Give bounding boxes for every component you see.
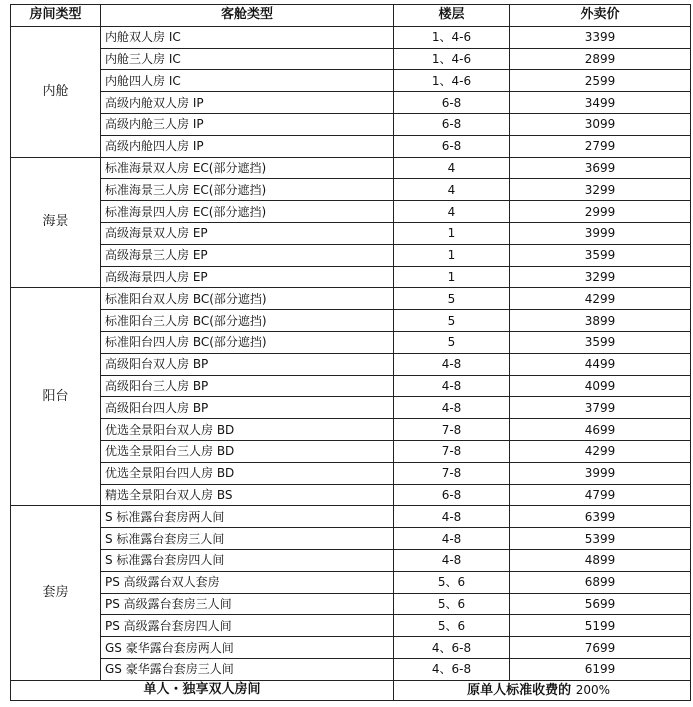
floor-cell: 7-8 — [394, 462, 510, 484]
price-cell: 4899 — [510, 549, 691, 571]
cabin-type-cell: 标准海景四人房 EC(部分遮挡) — [101, 201, 394, 223]
cabin-type-cell: 高级海景四人房 EP — [101, 266, 394, 288]
table-row — [11, 440, 691, 462]
floor-cell: 4、6-8 — [394, 658, 510, 680]
floor-cell: 7-8 — [394, 419, 510, 441]
price-cell: 3399 — [510, 26, 691, 48]
floor-cell: 5、6 — [394, 593, 510, 615]
table-row — [11, 593, 691, 615]
cabin-type-cell: S 标准露台套房四人间 — [101, 549, 394, 571]
floor-cell: 1、4-6 — [394, 70, 510, 92]
floor-cell: 5 — [394, 288, 510, 310]
header-price: 外卖价 — [510, 5, 691, 27]
floor-cell: 1 — [394, 222, 510, 244]
cabin-type-cell: 高级内舱四人房 IP — [101, 135, 394, 157]
cabin-type-cell: S 标准露台套房两人间 — [101, 506, 394, 528]
table-row — [11, 637, 691, 659]
footer-surcharge — [394, 680, 691, 700]
header-floor: 楼层 — [394, 5, 510, 27]
table-row — [11, 353, 691, 375]
room-category-cell: 套房 — [11, 506, 101, 680]
price-cell: 5699 — [510, 593, 691, 615]
price-cell: 3499 — [510, 92, 691, 114]
cabin-type-cell: 标准阳台双人房 BC(部分遮挡) — [101, 288, 394, 310]
price-cell: 4299 — [510, 288, 691, 310]
cabin-type-cell: 标准海景双人房 EC(部分遮挡) — [101, 157, 394, 179]
floor-cell: 4 — [394, 201, 510, 223]
table-row — [11, 135, 691, 157]
cabin-type-cell: S 标准露台套房三人间 — [101, 528, 394, 550]
table-row — [11, 484, 691, 506]
price-cell: 3999 — [510, 462, 691, 484]
table-row — [11, 288, 691, 310]
price-cell: 3899 — [510, 310, 691, 332]
cabin-type-cell: 标准阳台三人房 BC(部分遮挡) — [101, 310, 394, 332]
floor-cell: 7-8 — [394, 440, 510, 462]
room-category-cell: 阳台 — [11, 288, 101, 506]
table-row — [11, 48, 691, 70]
price-cell: 4299 — [510, 440, 691, 462]
price-cell: 4099 — [510, 375, 691, 397]
table-row — [11, 462, 691, 484]
price-cell: 3099 — [510, 113, 691, 135]
price-cell: 3299 — [510, 266, 691, 288]
table-row — [11, 331, 691, 353]
price-cell: 5399 — [510, 528, 691, 550]
price-cell: 7699 — [510, 637, 691, 659]
price-cell: 6899 — [510, 571, 691, 593]
footer-row — [11, 680, 691, 700]
cabin-type-cell: 内舱双人房 IC — [101, 26, 394, 48]
table-row — [11, 92, 691, 114]
floor-cell: 4-8 — [394, 549, 510, 571]
cabin-pricing-table — [10, 4, 691, 701]
price-cell: 3699 — [510, 157, 691, 179]
cabin-type-cell: 高级海景双人房 EP — [101, 222, 394, 244]
cabin-type-cell: 标准海景三人房 EC(部分遮挡) — [101, 179, 394, 201]
table-row — [11, 157, 691, 179]
cabin-type-cell: 高级阳台双人房 BP — [101, 353, 394, 375]
floor-cell: 4-8 — [394, 397, 510, 419]
floor-cell: 5、6 — [394, 615, 510, 637]
table-row — [11, 222, 691, 244]
floor-cell: 4-8 — [394, 353, 510, 375]
floor-cell: 1 — [394, 244, 510, 266]
price-cell: 3299 — [510, 179, 691, 201]
floor-cell: 4 — [394, 157, 510, 179]
floor-cell: 6-8 — [394, 113, 510, 135]
floor-cell: 6-8 — [394, 92, 510, 114]
floor-cell: 6-8 — [394, 135, 510, 157]
cabin-type-cell: 内舱三人房 IC — [101, 48, 394, 70]
price-cell: 6399 — [510, 506, 691, 528]
cabin-type-cell: 高级阳台四人房 BP — [101, 397, 394, 419]
floor-cell: 5 — [394, 310, 510, 332]
floor-cell: 5 — [394, 331, 510, 353]
floor-cell: 4-8 — [394, 528, 510, 550]
table-row — [11, 375, 691, 397]
table-row — [11, 113, 691, 135]
price-cell: 2999 — [510, 201, 691, 223]
table-row — [11, 26, 691, 48]
footer-surcharge-value: 200% — [575, 682, 610, 697]
footer-surcharge-label: 原单人标准收费的 — [467, 682, 572, 698]
pricing-table-container — [10, 4, 690, 701]
price-cell: 4499 — [510, 353, 691, 375]
floor-cell: 1 — [394, 266, 510, 288]
table-row — [11, 266, 691, 288]
table-row — [11, 397, 691, 419]
price-cell: 6199 — [510, 658, 691, 680]
table-row — [11, 571, 691, 593]
header-cabin-type: 客舱类型 — [101, 5, 394, 27]
table-row — [11, 201, 691, 223]
price-cell: 3599 — [510, 244, 691, 266]
room-category-cell: 内舱 — [11, 26, 101, 157]
cabin-type-cell: PS 高级露台双人套房 — [101, 571, 394, 593]
table-row — [11, 244, 691, 266]
price-cell: 3799 — [510, 397, 691, 419]
table-row — [11, 310, 691, 332]
price-cell: 2899 — [510, 48, 691, 70]
price-cell: 2599 — [510, 70, 691, 92]
price-cell: 3999 — [510, 222, 691, 244]
table-body — [11, 26, 691, 680]
floor-cell: 4、6-8 — [394, 637, 510, 659]
floor-cell: 5、6 — [394, 571, 510, 593]
table-header-row — [11, 5, 691, 27]
cabin-type-cell: 内舱四人房 IC — [101, 70, 394, 92]
table-row — [11, 615, 691, 637]
floor-cell: 1、4-6 — [394, 26, 510, 48]
table-row — [11, 658, 691, 680]
cabin-type-cell: 标准阳台四人房 BC(部分遮挡) — [101, 331, 394, 353]
table-row — [11, 528, 691, 550]
floor-cell: 4-8 — [394, 506, 510, 528]
cabin-type-cell: 高级内舱双人房 IP — [101, 92, 394, 114]
price-cell: 4699 — [510, 419, 691, 441]
floor-cell: 1、4-6 — [394, 48, 510, 70]
cabin-type-cell: 优选全景阳台三人房 BD — [101, 440, 394, 462]
floor-cell: 4 — [394, 179, 510, 201]
table-row — [11, 506, 691, 528]
table-row — [11, 549, 691, 571]
cabin-type-cell: 优选全景阳台四人房 BD — [101, 462, 394, 484]
cabin-type-cell: 优选全景阳台双人房 BD — [101, 419, 394, 441]
cabin-type-cell: 高级海景三人房 EP — [101, 244, 394, 266]
cabin-type-cell: 精选全景阳台双人房 BS — [101, 484, 394, 506]
price-cell: 2799 — [510, 135, 691, 157]
floor-cell: 6-8 — [394, 484, 510, 506]
price-cell: 3599 — [510, 331, 691, 353]
header-room-category: 房间类型 — [11, 5, 101, 27]
footer-single-occupancy: 单人・独享双人房间 — [11, 680, 394, 700]
cabin-type-cell: PS 高级露台套房四人间 — [101, 615, 394, 637]
price-cell: 5199 — [510, 615, 691, 637]
cabin-type-cell: 高级内舱三人房 IP — [101, 113, 394, 135]
cabin-type-cell: GS 豪华露台套房三人间 — [101, 658, 394, 680]
cabin-type-cell: PS 高级露台套房三人间 — [101, 593, 394, 615]
cabin-type-cell: 高级阳台三人房 BP — [101, 375, 394, 397]
room-category-cell: 海景 — [11, 157, 101, 288]
table-row — [11, 70, 691, 92]
table-row — [11, 419, 691, 441]
table-row — [11, 179, 691, 201]
price-cell: 4799 — [510, 484, 691, 506]
floor-cell: 4-8 — [394, 375, 510, 397]
cabin-type-cell: GS 豪华露台套房两人间 — [101, 637, 394, 659]
